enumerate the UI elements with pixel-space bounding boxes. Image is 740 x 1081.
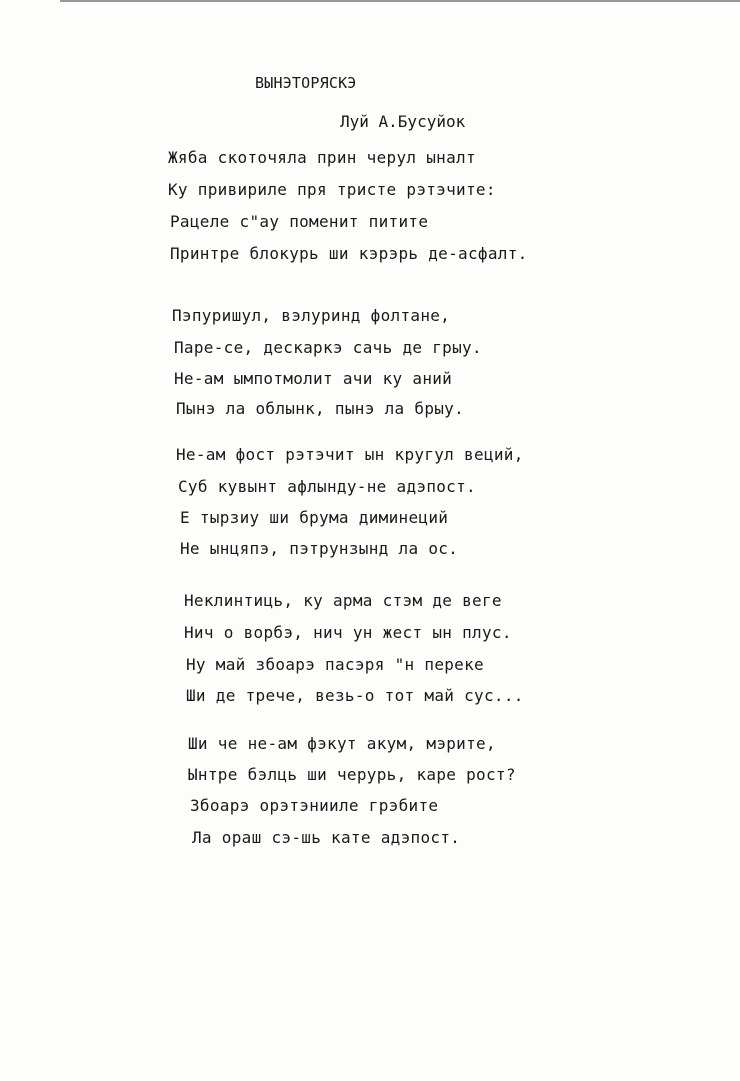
poem-line: Пэпуришул, вэлуринд фолтане, <box>172 306 451 325</box>
poem-line: Ынтре бэлць ши черурь, каре рост? <box>188 765 516 784</box>
poem-line: Жяба скоточяла прин черул ыналт <box>168 148 476 167</box>
poem-line: Суб кувынт афлынду-не адэпост. <box>178 477 476 496</box>
poem-line: Пынэ ла облынк, пынэ ла брыу. <box>176 399 465 418</box>
poem-line: Не ынцяпэ, пэтрунзынд ла ос. <box>180 539 459 558</box>
poem-line: Принтре блокурь ши кэрэрь де-асфалт. <box>170 244 528 263</box>
poem-line: Ши че не-ам фэкут акум, мэрите, <box>188 734 496 753</box>
poem-line: Збоарэ орэтэнииле грэбите <box>190 796 439 815</box>
poem-line: Ку привириле пря тристе рэтэчите: <box>168 180 496 199</box>
poem-line: Ши де трече, везь-о тот май сус... <box>186 686 524 705</box>
poem-line: Е тырзиу ши брума диминеций <box>180 508 449 527</box>
poem-line: Ла ораш сэ-шь кате адэпост. <box>192 828 461 847</box>
poem-line: Ну май збоарэ пасэря "н переке <box>186 655 484 674</box>
poem-line: Паре-се, дескаркэ сачь де грыу. <box>174 338 482 357</box>
poem-line: Неклинтиць, ку арма стэм де веге <box>184 591 502 610</box>
poem-line: Не-ам фост рэтэчит ын кругул веций, <box>176 445 524 464</box>
page-top-edge <box>60 0 740 2</box>
poem-title: ВЫНЭТОРЯСКЭ <box>255 74 357 92</box>
poem-line: Не-ам ымпотмолит ачи ку аний <box>174 369 453 388</box>
poem-author: Луй А.Бусуйок <box>340 112 466 131</box>
poem-line: Рацеле с"ау поменит питите <box>170 212 429 231</box>
poem-line: Нич о ворбэ, нич ун жест ын плус. <box>184 623 512 642</box>
